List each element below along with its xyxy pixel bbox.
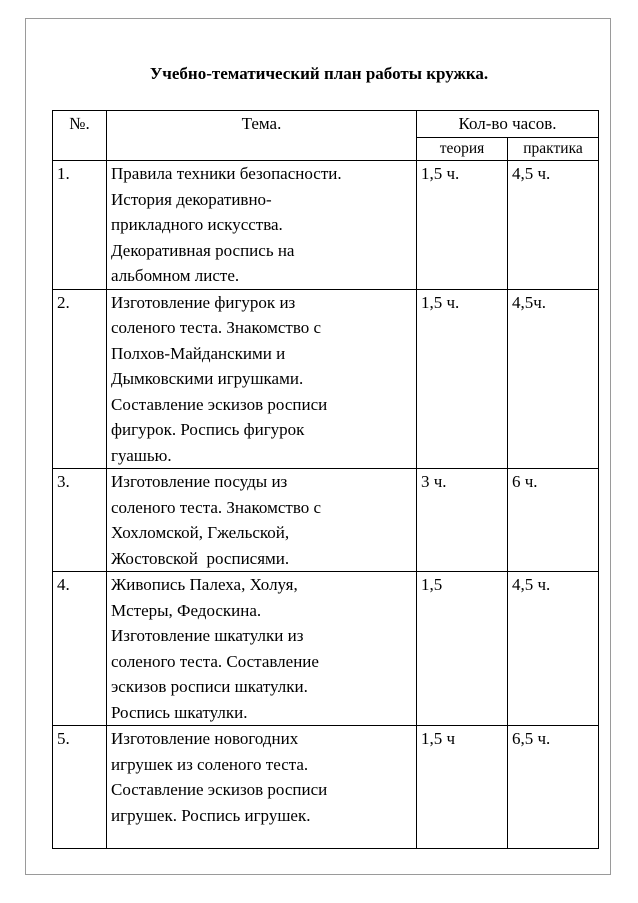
row-theory: 1,5 [417, 572, 508, 726]
topic-line: соленого теста. Составление [111, 651, 319, 671]
row-practice: 4,5ч. [508, 289, 599, 469]
header-topic: Тема. [107, 111, 417, 161]
topic-line: Хохломской, Гжельской, [111, 523, 290, 542]
topic-line: Изготовление новогодних [111, 729, 299, 748]
topic-line: Дымковскими игрушками. [111, 369, 304, 388]
row-theory: 3 ч. [417, 469, 508, 572]
topic-line: Изготовление фигурок из [111, 292, 296, 312]
topic-line: соленого теста. Знакомство с [111, 497, 322, 517]
row-theory: 1,5 ч [417, 726, 508, 849]
topic-line: эскизов росписи шкатулки. [111, 677, 308, 696]
header-theory: теория [417, 138, 508, 161]
header-practice: практика [508, 138, 599, 161]
row-practice: 6 ч. [508, 469, 599, 572]
topic-line: Составление эскизов росписи [111, 394, 328, 414]
row-number: 3. [53, 469, 107, 572]
topic-line: прикладного искусства. [111, 215, 283, 234]
topic-line: Жостовской росписями. [111, 548, 290, 568]
table-row [53, 161, 599, 290]
table-row [53, 469, 599, 572]
topic-line: альбомном листе. [111, 266, 240, 285]
row-practice: 6,5 ч. [508, 726, 599, 849]
table-row [53, 726, 599, 849]
document-title: Учебно-тематический план работы кружка. [149, 64, 489, 83]
table-row [53, 572, 599, 726]
topic-line: соленого теста. Знакомство с [111, 318, 322, 337]
row-number: 2. [53, 289, 107, 469]
topic-line: Живопись Палеха, Холуя, [111, 575, 298, 594]
topic-line: игрушек. Роспись игрушек. [111, 805, 311, 825]
topic-line: История декоративно- [111, 189, 272, 209]
plan-table [52, 110, 599, 849]
row-topic [107, 572, 417, 726]
row-practice: 4,5 ч. [508, 161, 599, 290]
header-hours: Кол-во часов. [417, 111, 599, 138]
header-number: №. [53, 111, 107, 161]
topic-line: фигурок. Роспись фигурок [111, 420, 305, 439]
topic-line: Правила техники безопасности. [111, 164, 342, 183]
row-topic [107, 289, 417, 469]
table-row [53, 289, 599, 469]
topic-line: гуашью. [111, 445, 172, 465]
row-number: 1. [53, 161, 107, 290]
topic-line: Роспись шкатулки. [111, 702, 248, 722]
row-theory: 1,5 ч. [417, 161, 508, 290]
row-topic [107, 161, 417, 290]
topic-line: Изготовление посуды из [111, 472, 288, 491]
row-topic [107, 726, 417, 849]
row-theory: 1,5 ч. [417, 289, 508, 469]
topic-line: Мстеры, Федоскина. [111, 600, 262, 620]
topic-line: Полхов-Майданскими и [111, 343, 286, 363]
topic-line: Декоративная роспись на [111, 240, 295, 260]
row-number: 4. [53, 572, 107, 726]
topic-line: Составление эскизов росписи [111, 780, 328, 799]
row-topic [107, 469, 417, 572]
topic-line: Изготовление шкатулки из [111, 626, 304, 645]
row-practice: 4,5 ч. [508, 572, 599, 726]
topic-line: игрушек из соленого теста. [111, 754, 309, 774]
row-number: 5. [53, 726, 107, 849]
